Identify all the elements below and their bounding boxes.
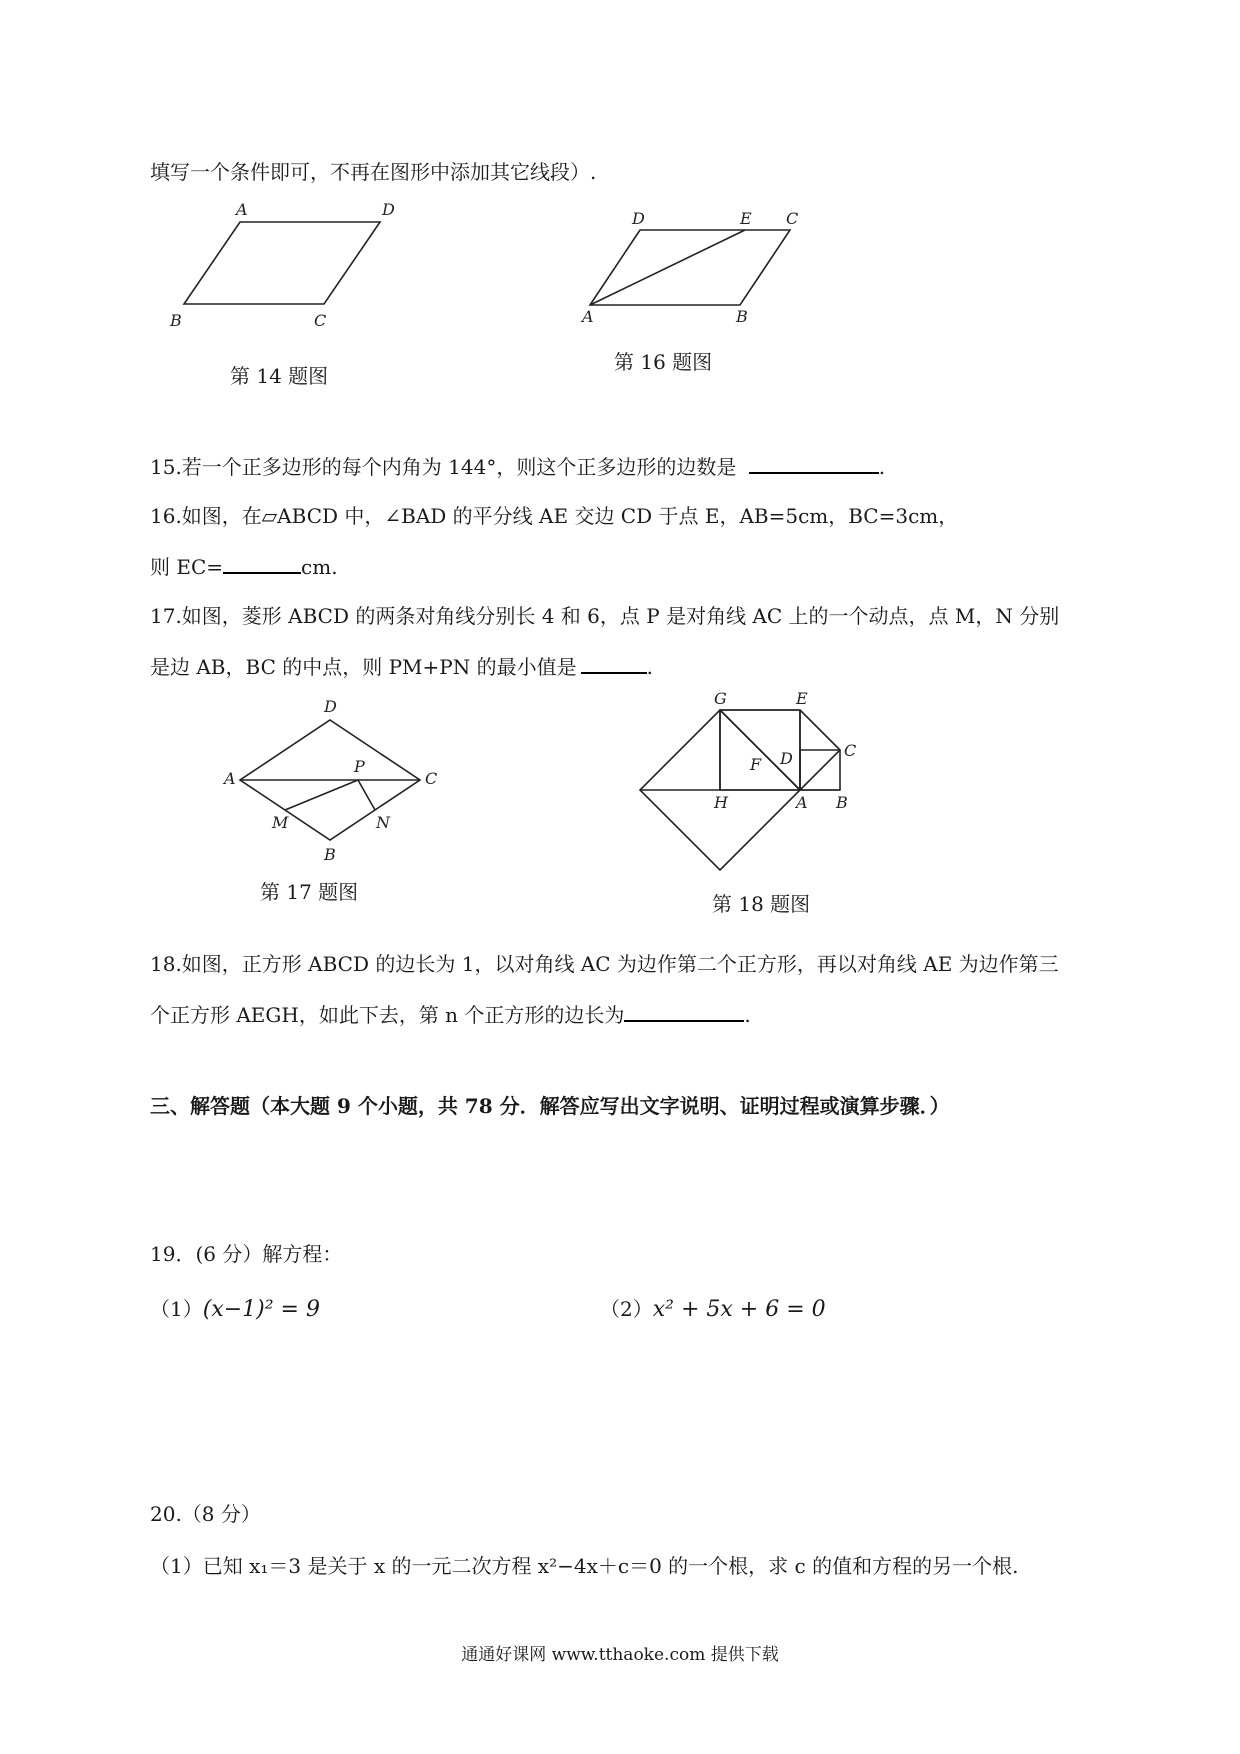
label-a: A [582,307,594,326]
part2-label: （2） [600,1297,653,1321]
question-17-suffix: . [646,655,653,679]
segment-ac [800,750,840,790]
label-d: D [382,200,395,219]
question-16-prefix: 则 EC= [150,555,224,579]
label-g: G [714,689,727,708]
label-e: E [796,689,808,708]
parallelogram-abcd [184,222,380,304]
label-d: D [324,697,337,716]
question-19-title: 19．(6 分）解方程： [150,1242,343,1266]
label-b: B [836,793,848,812]
caption-fig17: 第 17 题图 [260,880,359,904]
label-a: A [796,793,808,812]
question-15 [150,452,885,481]
label-a: A [224,769,236,788]
segment-pn [358,780,375,810]
question-17-prefix: 是边 AB，BC 的中点，则 PM+PN 的最小值是 [150,655,577,679]
question-17-line1: 17.如图，菱形 ABCD 的两条对角线分别长 4 和 6，点 P 是对角线 AC 上的一个动点，点 M，N 分别 [150,604,1060,628]
caption-fig14: 第 14 题图 [230,364,329,388]
question-20-part1: （1）已知 x₁＝3 是关于 x 的一元二次方程 x²−4x＋c＝0 的一个根，求 c 的值和方程的另一个根. [150,1554,1019,1578]
figure-16 [580,210,820,330]
caption-fig16: 第 16 题图 [614,350,713,374]
answer-blank-17[interactable] [581,652,647,674]
label-f: F [750,755,762,774]
label-d: D [632,209,645,228]
question-16-suffix: cm. [301,555,338,579]
question-19-part2 [600,1295,826,1324]
label-c: C [786,209,799,228]
question-19-part1 [150,1295,320,1324]
label-p: P [354,757,365,776]
label-b: B [170,311,182,330]
label-c: C [425,769,438,788]
part1-label: （1） [150,1297,203,1321]
page-footer: 通通好课网 www.tthaoke.com 提供下载 [461,1645,779,1665]
caption-fig18: 第 18 题图 [712,892,811,916]
answer-blank-15[interactable] [749,452,879,474]
question-18-line1: 18.如图，正方形 ABCD 的边长为 1，以对角线 AC 为边作第二个正方形，再以对角线 AE 为边作第三 [150,952,1059,976]
part1-equation: (x−1)² = 9 [202,1297,320,1322]
segment-pm [285,780,358,810]
answer-blank-18[interactable] [624,1000,744,1022]
segment-ce [800,710,840,750]
part2-equation: x² + 5x + 6 = 0 [652,1297,826,1322]
parallelogram-abcd [590,230,790,305]
question-16-line1: 16.如图，在▱ABCD 中，∠BAD 的平分线 AE 交边 CD 于点 E，AB=5cm，BC=3cm， [150,504,959,528]
label-c: C [844,741,857,760]
label-a: A [236,200,248,219]
label-e: E [740,209,752,228]
figure-17 [220,697,460,875]
label-b: B [736,307,748,326]
question-15-text: 15.若一个正多边形的每个内角为 144°，则这个正多边形的边数是 [150,455,737,479]
figure-14 [160,200,420,350]
question-15-end: . [878,455,886,479]
question-18-suffix: . [744,1003,751,1027]
question-20-title: 20.（8 分） [150,1502,261,1526]
label-d: D [780,749,793,768]
label-m: M [272,813,289,832]
label-n: N [376,813,390,832]
question-16-line2 [150,552,338,581]
label-b: B [324,845,336,864]
label-h: H [714,793,728,812]
label-c: C [314,311,327,330]
segment-ae [590,230,745,305]
section-3-heading: 三、解答题（本大题 9 个小题，共 78 分．解答应写出文字说明、证明过程或演算步骤．） [150,1094,950,1118]
figure-18 [640,690,880,880]
question-18-prefix: 个正方形 AEGH，如此下去，第 n 个正方形的边长为 [150,1003,625,1027]
question-17-line2 [150,652,653,681]
answer-blank-16[interactable] [223,552,301,574]
intro-line: 填写一个条件即可，不再在图形中添加其它线段）. [150,160,597,184]
question-18-line2 [150,1000,751,1029]
